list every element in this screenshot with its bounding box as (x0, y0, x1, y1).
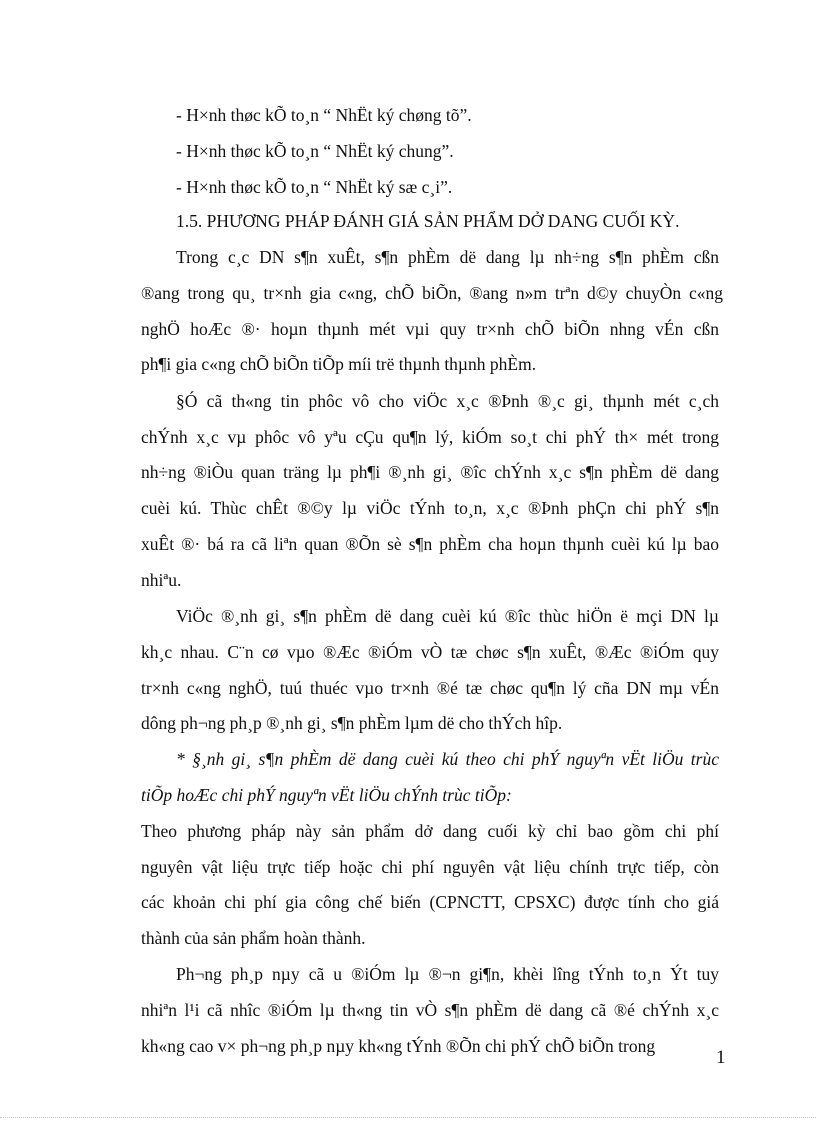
paragraph-line: ®ang trong qu¸ tr×nh gia c«ng, chÕ biÕn, ®ang n»m trªn d©y chuyÒn c«ng (141, 283, 723, 303)
paragraph-line: nh÷ng ®iÒu quan träng lµ ph¶i ®¸nh gi¸ ®îc chÝnh x¸c s¶n phÈm dë dang (141, 462, 719, 482)
paragraph-line: Ph¬ng ph¸p nµy cã u ®iÓm lµ ®¬n gi¶n, khèi lîng tÝnh to¸n Ýt tuy (176, 964, 719, 984)
paragraph-line: nghÖ hoÆc ®· hoµn thµnh mét vµi quy tr×nh chÕ biÕn nhng vÉn cßn (141, 319, 719, 339)
paragraph-line: tr×nh c«ng nghÖ, tuú thuéc vµo tr×nh ®é tæ chøc qu¶n lý cña DN mµ vÉn (141, 678, 719, 698)
italic-subheading: * §¸nh gi¸ s¶n phÈm dë dang cuèi kú theo chi phÝ nguyªn vËt liÖu trùc (176, 749, 719, 769)
italic-subheading: tiÕp hoÆc chi phÝ nguyªn vËt liÖu chÝnh trùc tiÕp: (141, 785, 512, 805)
paragraph-line: các khoản chi phí gia công chế biến (CPNCTT, CPSXC) được tính cho giá (141, 892, 719, 912)
paragraph-line: Theo phương pháp này sản phẩm dở dang cuối kỳ chỉ bao gồm chi phí (141, 821, 719, 841)
paragraph-line: §Ó cã th«ng tin phôc vô cho viÖc x¸c ®Þnh ®¸c gi¸ thµnh mét c¸ch (176, 391, 719, 411)
paragraph-line: nhiªu. (141, 570, 182, 590)
paragraph-line: kh¸c nhau. C¨n cø vµo ®Æc ®iÓm vÒ tæ chøc s¶n xuÊt, ®Æc ®iÓm quy (141, 642, 719, 662)
paragraph-line: dông ph¬ng ph¸p ®¸nh gi¸ s¶n phÈm lµm dë cho thÝch hîp. (141, 713, 563, 733)
paragraph-line: chÝnh x¸c vµ phôc vô yªu cÇu qu¶n lý, kiÓm so¸t chi phÝ th× mét trong (141, 427, 719, 447)
paragraph-line: nguyên vật liệu trực tiếp hoặc chi phí nguyên vật liệu chính trực tiếp, còn (141, 857, 719, 877)
paragraph-line: ViÖc ®¸nh gi¸ s¶n phÈm dë dang cuèi kú ®îc thùc hiÖn ë mçi DN lµ (176, 606, 719, 626)
bullet-line: - H×nh thøc kÕ to¸n “ NhËt ký sæ c¸i”. (176, 177, 453, 197)
section-heading: 1.5. PHƯƠNG PHÁP ĐÁNH GIÁ SẢN PHẨM DỞ DANG CUỐI KỲ. (176, 211, 680, 231)
paragraph-line: ph¶i gia c«ng chÕ biÕn tiÕp míi trë thµnh thµnh phÈm. (141, 354, 537, 374)
paragraph-line: nhiªn l¹i cã nhîc ®iÓm lµ th«ng tin vÒ s¶n phÈm dë dang cã ®é chÝnh x¸c (141, 1000, 719, 1020)
bullet-line: - H×nh thøc kÕ to¸n “ NhËt ký chung”. (176, 141, 454, 161)
page-bottom-border (0, 1117, 816, 1118)
bullet-line: - H×nh thøc kÕ to¸n “ NhËt ký chøng tõ”. (176, 105, 472, 125)
paragraph-line: kh«ng cao v× ph¬ng ph¸p nµy kh«ng tÝnh ®Õn chi phÝ chÕ biÕn trong (141, 1036, 656, 1056)
paragraph-line: thành của sản phẩm hoàn thành. (141, 928, 366, 948)
paragraph-line: Trong c¸c DN s¶n xuÊt, s¶n phÈm dë dang lµ nh÷ng s¶n phÈm cßn (176, 247, 719, 267)
paragraph-line: xuÊt ®· bá ra cã liªn quan ®Õn sè s¶n phÈm cha hoµn thµnh cuèi kú lµ bao (141, 534, 719, 554)
page-number: 1 (716, 1047, 726, 1068)
paragraph-line: cuèi kú. Thùc chÊt ®©y lµ viÖc tÝnh to¸n, x¸c ®Þnh phÇn chi phÝ s¶n (141, 498, 719, 518)
